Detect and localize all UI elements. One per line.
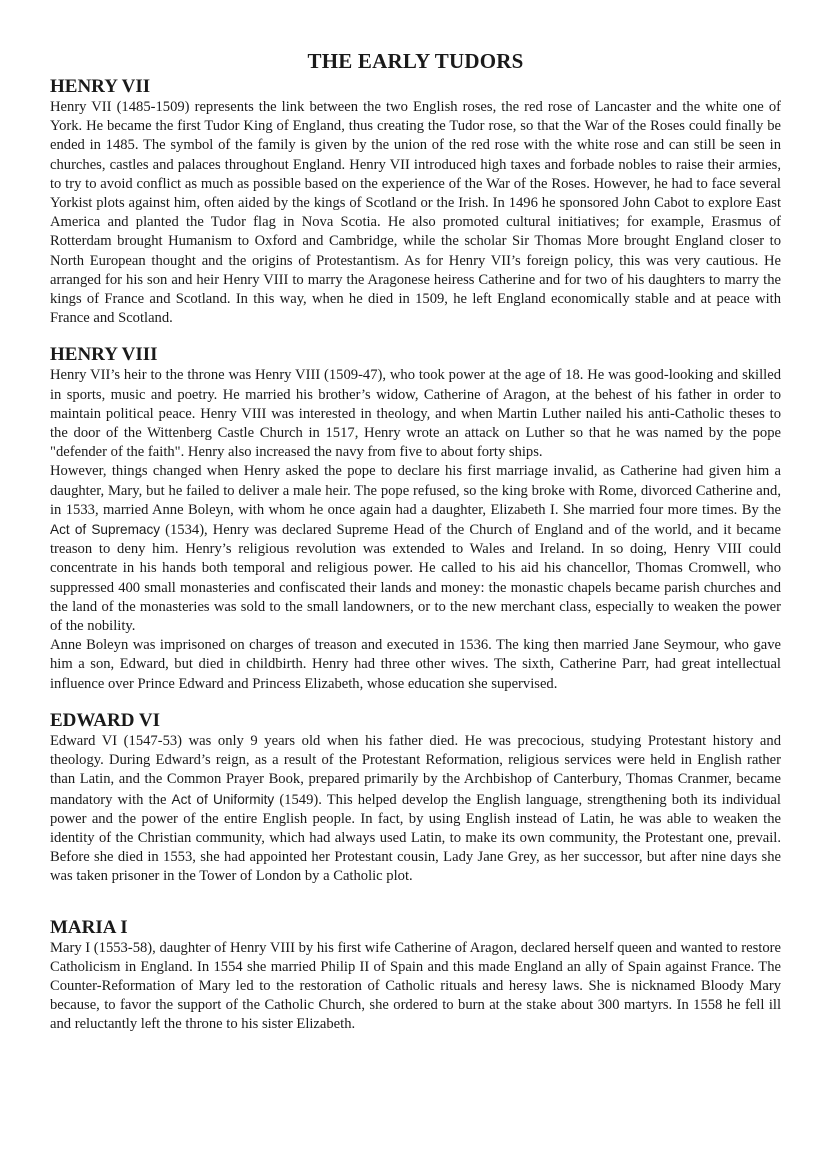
section-heading-maria-i: MARIA I [50,916,128,938]
edward-vi-paragraph-text-a: Edward VI (1547-53) was only 9 years old when his father died. He was precocious, studying Protestant history and theology. During Edward’s reign, as a result of the Protestant Reformation, religious services were held in English rather than Latin, and the Common Prayer Book, prepared primarily by the Archbishop of Canterbury, Thomas Cranmer, became mandatory with the [50,732,781,808]
henry-vii-paragraph: Henry VII (1485-1509) represents the link between the two English roses, the red rose of Lancaster and the white one of York. He became the first Tudor King of England, thus creating the Tudor rose, so that the War of the Roses could finally be ended in 1485. The symbol of the family is given by the union of the red rose with the white rose and can still be seen in churches, castles and palaces throughout England. Henry VII introduced high taxes and forbade nobles to raise their armies, to try to avoid conflict as much as possible based on the experience of the War of the Roses. However, he had to face several Yorkist plots against him, often aided by the kings of Scotland or the Irish. In 1496 he sponsored John Cabot to explore East America and planted the Tudor flag in Nova Scotia. He also promoted cultural initiatives; for example, Erasmus of Rotterdam brought Humanism to Oxford and Cambridge, while the scholar Sir Thomas More brought England closer to North European thought and the origins of Protestantism. As for Henry VII’s foreign policy, this was very cautious. He arranged for his son and heir Henry VIII to marry the Aragonese heiress Catherine and for two of his daughters to marry the kings of France and Scotland. In this way, when he died in 1509, he left England economically stable and at peace with France and Scotland. [50,99,781,327]
henry-viii-paragraph-1: Henry VII’s heir to the throne was Henry VIII (1509-47), who took power at the age of 18. He was good-looking and skilled in sports, music and poetry. He married his brother’s widow, Catherine of Aragon, at the behest of his father in order to maintain political peace. Henry VIII was interested in theology, and when Martin Luther nailed his anti-Catholic theses to the door of the Wittenberg Castle Church in 1517, Henry wrote an attack on Luther so that he was named by the pope "defender of the faith". Henry also increased the navy from five to about forty ships. [50,367,781,461]
section-henry-vii [50,76,781,328]
page-title: THE EARLY TUDORS [307,49,524,73]
section-maria-i [50,917,781,1035]
henry-viii-paragraph-2-text-b: (1534), Henry was declared Supreme Head of the Church of England and of the world, and it became treason to deny him. Henry’s religious revolution was extended to Wales and Ireland. In so doing, Henry VIII could concentrate in his hands both temporal and religious power. He called to his aid his chancellor, Thomas Cromwell, who suppressed 400 small monasteries and confiscated their lands and money: the monastic chapels became parish churches and the land of the monasteries was sold to the small landowners, or to the new merchant class, especially to weaken the power of the nobility. [50,522,781,635]
act-of-supremacy-term: Act of Supremacy [50,522,161,538]
section-edward-vi [50,710,781,887]
section-heading-henry-vii: HENRY VII [50,76,151,97]
act-of-uniformity-term: Act of Uniformity [171,791,275,807]
edward-vi-paragraph [50,732,781,887]
maria-i-paragraph: Mary I (1553-58), daughter of Henry VIII by his first wife Catherine of Aragon, declared herself queen and wanted to restore Catholicism in England. In 1554 she married Philip II of Spain and this made England an ally of Spain against France. The Counter-Reformation of Mary led to the restoration of Catholic rituals and heresy laws. She is nicknamed Bloody Mary because, to favor the support of the Catholic Church, she ordered to burn at the stake about 300 martyrs. In 1558 he fell ill and reluctantly left the throne to his sister Elizabeth. [50,939,781,1033]
section-heading-henry-viii: HENRY VIII [50,344,158,366]
document-page [50,48,781,1035]
section-henry-viii [50,344,781,693]
henry-viii-paragraph-2 [50,462,781,636]
section-heading-edward-vi: EDWARD VI [50,709,160,731]
henry-viii-paragraph-3: Anne Boleyn was imprisoned on charges of treason and executed in 1536. The king then married Jane Seymour, who gave him a son, Edward, but died in childbirth. Henry had three other wives. The sixth, Catherine Parr, had great intellectual influence over Prince Edward and Princess Elizabeth, whose education she supervised. [50,637,781,692]
henry-viii-paragraph-2-text-a: However, things changed when Henry asked the pope to declare his first marriage invalid, as Catherine had given him a daughter, Mary, but he failed to deliver a male heir. The pope refused, so the king broke with Rome, divorced Catherine and, in 1533, married Anne Boleyn, with whom he once again had a daughter, Elizabeth I. She married four more times. By the [50,463,781,518]
edward-vi-paragraph-text-b: (1549). This helped develop the English language, strengthening both its individual power and the power of the entire English people. In fact, by using English instead of Latin, he was able to weaken the identity of the Christian community, which had always used Latin, to make its own community, the Protestant one, prevail. Before she died in 1553, she had appointed her Protestant cousin, Lady Jane Grey, as her successor, but after nine days she was taken prisoner in the Tower of London by a Catholic plot. [50,791,781,885]
